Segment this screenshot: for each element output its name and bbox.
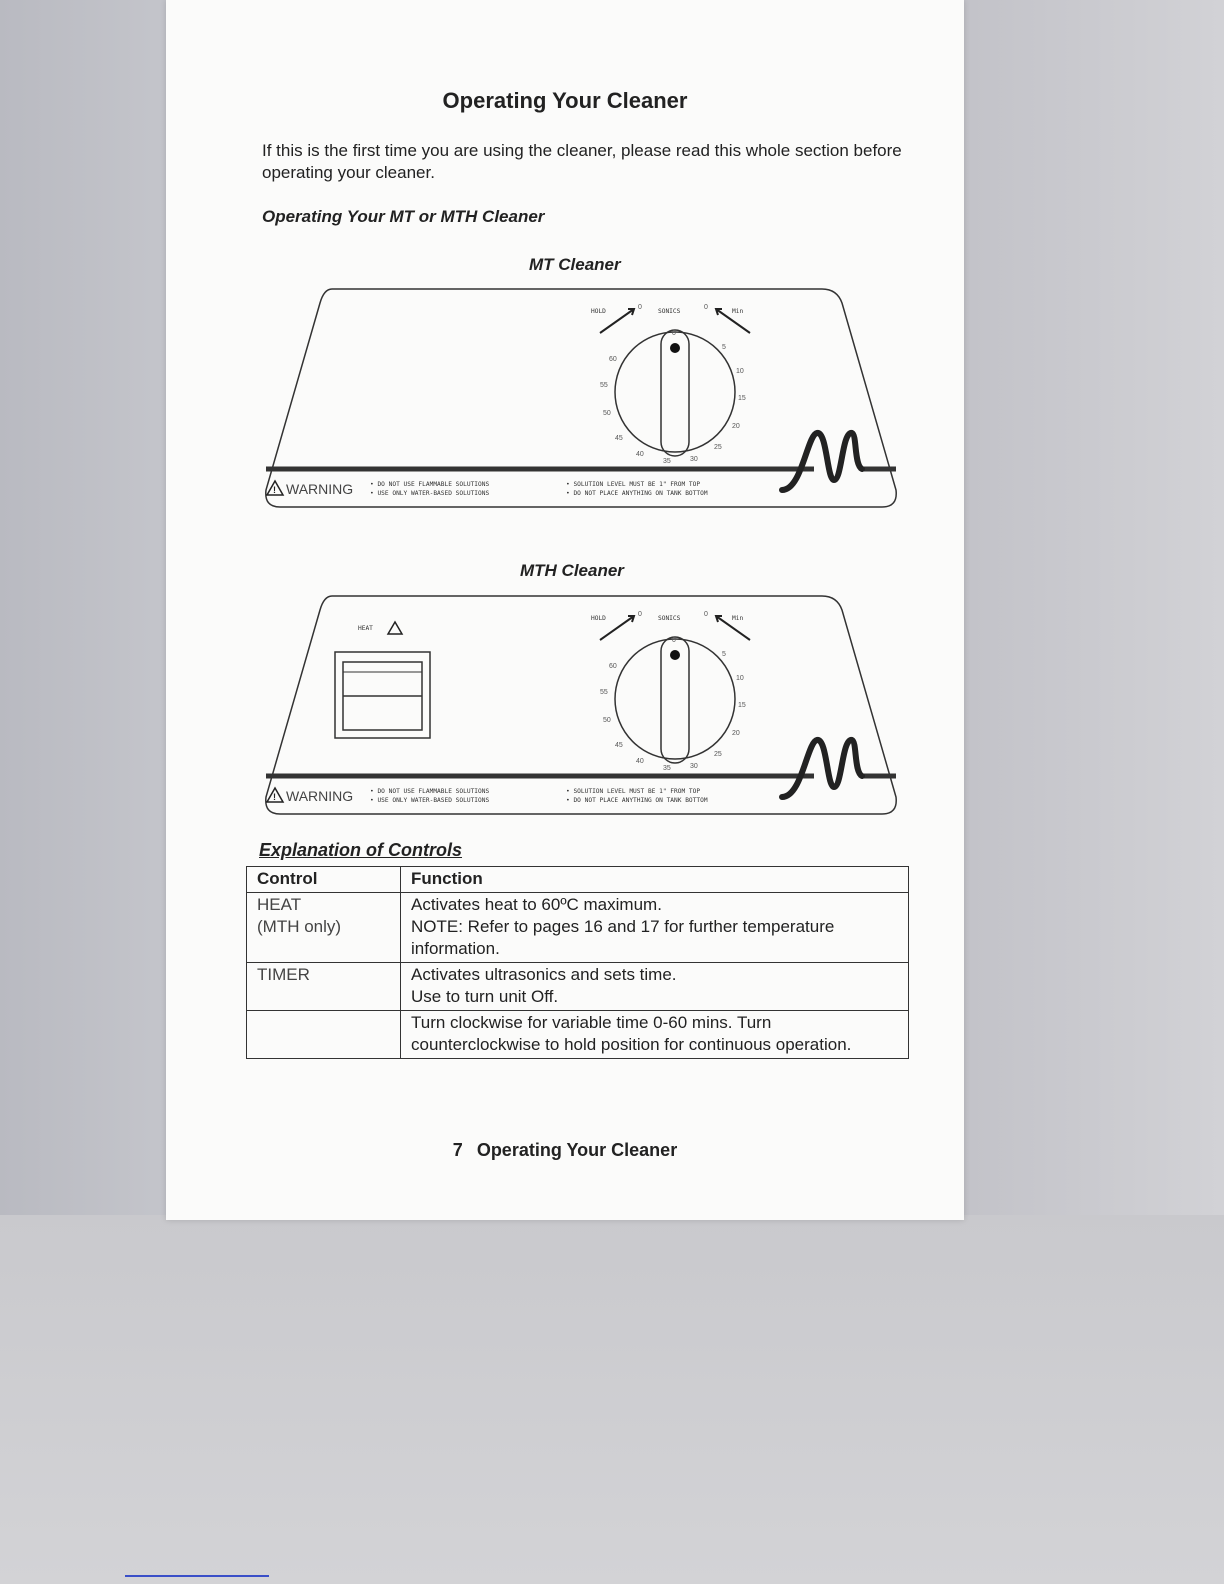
dial-num-40: 40 xyxy=(636,758,644,765)
table-header-row xyxy=(247,867,909,893)
mt-warning-strip xyxy=(267,481,708,497)
dial-num-30: 30 xyxy=(690,763,698,770)
intro-paragraph: If this is the first time you are using the cleaner, please read this whole section before operating your cleaner. xyxy=(262,141,902,182)
manual-page xyxy=(166,0,964,1220)
dial-num-35: 35 xyxy=(663,458,671,465)
warning-label: WARNING xyxy=(286,481,354,497)
controls-table xyxy=(246,866,909,1059)
dial-num-45: 45 xyxy=(615,435,623,442)
warning-left-2: • USE ONLY WATER-BASED SOLUTIONS xyxy=(370,490,490,497)
hold-label: HOLD xyxy=(591,308,606,315)
dial-num-15: 15 xyxy=(738,702,746,709)
sonics-label: SONICS xyxy=(658,308,681,315)
page-title: Operating Your Cleaner xyxy=(442,88,688,113)
function-cell xyxy=(401,963,909,1011)
warning-left-1: • DO NOT USE FLAMMABLE SOLUTIONS xyxy=(370,481,490,488)
page-number: 7 xyxy=(452,1140,463,1160)
dial-num-5: 5 xyxy=(722,344,726,351)
mth-warning-strip xyxy=(267,788,708,804)
control-cell xyxy=(247,963,401,1011)
dial-num-15: 15 xyxy=(738,395,746,402)
function-cell xyxy=(401,1011,909,1059)
warning-label: WARNING xyxy=(286,788,354,804)
header-function: Function xyxy=(401,867,909,893)
control-name: HEAT xyxy=(257,895,302,914)
warning-left-2: • USE ONLY WATER-BASED SOLUTIONS xyxy=(370,797,490,804)
dial-num-60: 60 xyxy=(609,356,617,363)
min-zero-label: 0 xyxy=(704,611,708,618)
svg-text:!: ! xyxy=(273,485,276,495)
mth-cleaner-diagram xyxy=(262,592,912,822)
mt-timer-dial xyxy=(600,330,746,465)
function-note: NOTE: Refer to pages 16 and 17 for further temperature information. xyxy=(411,917,835,958)
dial-num-0: 0 xyxy=(672,330,676,337)
min-zero-label: 0 xyxy=(704,304,708,311)
mt-cleaner-diagram xyxy=(262,285,912,515)
dial-num-20: 20 xyxy=(732,730,740,737)
heat-label: HEAT xyxy=(358,625,373,632)
function-text: Turn clockwise for variable time 0-60 mins. Turn counterclockwise to hold position for continuous operation. xyxy=(411,1013,852,1054)
function-note: Use to turn unit Off. xyxy=(411,987,559,1006)
dial-num-10: 10 xyxy=(736,675,744,682)
background-right xyxy=(956,0,1224,1220)
function-text: Activates heat to 60ºC maximum. xyxy=(411,895,662,914)
bottom-underline xyxy=(125,1575,269,1577)
warning-right-2: • DO NOT PLACE ANYTHING ON TANK BOTTOM xyxy=(566,797,708,804)
control-name: TIMER xyxy=(257,965,310,984)
warning-right-2: • DO NOT PLACE ANYTHING ON TANK BOTTOM xyxy=(566,490,708,497)
dial-num-20: 20 xyxy=(732,423,740,430)
section-subheading: Operating Your MT or MTH Cleaner xyxy=(262,207,545,226)
dial-num-40: 40 xyxy=(636,451,644,458)
dial-num-55: 55 xyxy=(600,382,608,389)
heat-warning-icon xyxy=(388,622,402,634)
svg-text:!: ! xyxy=(273,792,276,802)
table-row xyxy=(247,963,909,1011)
function-cell xyxy=(401,893,909,963)
warning-right-1: • SOLUTION LEVEL MUST BE 1" FROM TOP xyxy=(566,481,701,488)
dial-num-30: 30 xyxy=(690,456,698,463)
dial-num-0: 0 xyxy=(672,637,676,644)
warning-left-1: • DO NOT USE FLAMMABLE SOLUTIONS xyxy=(370,788,490,795)
hold-label: HOLD xyxy=(591,615,606,622)
dial-num-5: 5 xyxy=(722,651,726,658)
dial-num-50: 50 xyxy=(603,717,611,724)
dial-num-25: 25 xyxy=(714,751,722,758)
control-cell xyxy=(247,893,401,963)
control-note: (MTH only) xyxy=(257,917,342,936)
dial-num-10: 10 xyxy=(736,368,744,375)
mt-cleaner-svg xyxy=(262,285,912,515)
dial-num-55: 55 xyxy=(600,689,608,696)
sonics-label: SONICS xyxy=(658,615,681,622)
mth-cleaner-svg xyxy=(262,592,912,822)
table-row xyxy=(247,1011,909,1059)
page-footer xyxy=(166,1140,964,1161)
hold-zero-label: 0 xyxy=(638,304,642,311)
function-text: Activates ultrasonics and sets time. xyxy=(411,965,677,984)
heat-switch[interactable] xyxy=(335,652,430,738)
controls-heading: Explanation of Controls xyxy=(259,840,463,860)
warning-right-1: • SOLUTION LEVEL MUST BE 1" FROM TOP xyxy=(566,788,701,795)
dial-num-45: 45 xyxy=(615,742,623,749)
header-control: Control xyxy=(247,867,401,893)
hold-zero-label: 0 xyxy=(638,611,642,618)
control-cell xyxy=(247,1011,401,1059)
dial-num-50: 50 xyxy=(603,410,611,417)
min-label: Min xyxy=(732,308,744,315)
mth-timer-dial xyxy=(600,637,746,772)
min-label: Min xyxy=(732,615,744,622)
dial-num-35: 35 xyxy=(663,765,671,772)
dial-num-60: 60 xyxy=(609,663,617,670)
table-row xyxy=(247,893,909,963)
background-left xyxy=(0,0,170,1220)
dial-num-25: 25 xyxy=(714,444,722,451)
mt-figure-title: MT Cleaner xyxy=(529,255,621,274)
footer-label: Operating Your Cleaner xyxy=(476,1140,678,1160)
background-bottom xyxy=(0,1215,1224,1584)
mth-figure-title: MTH Cleaner xyxy=(520,561,624,580)
